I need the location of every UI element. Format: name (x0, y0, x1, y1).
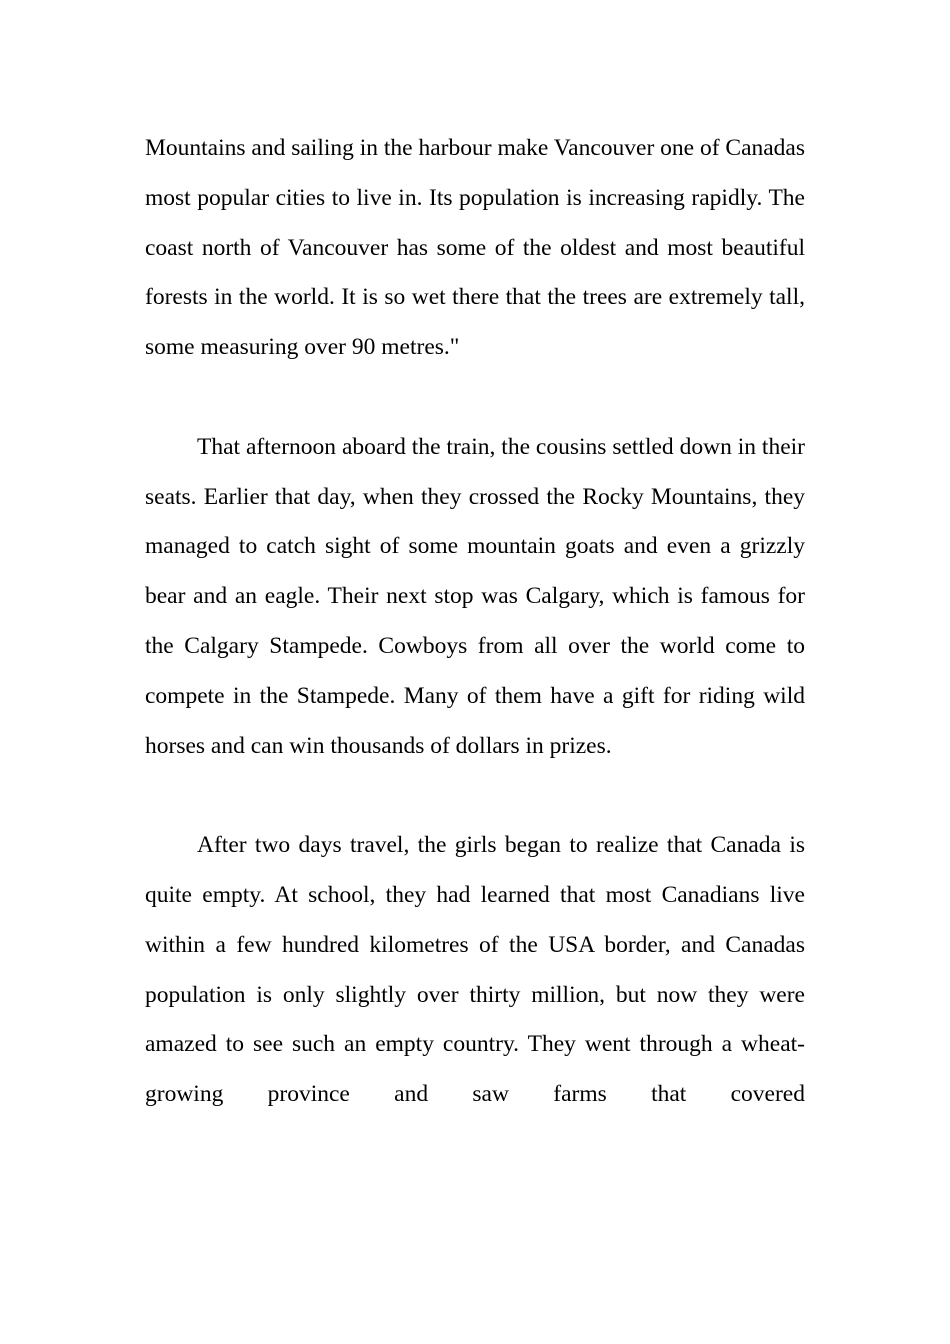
paragraph-3: After two days travel, the girls began to realize that Canada is quite empty. At school, they had learned that most Canadians live within a few hundred kilometres of the USA border, and Canadas population is only slightly over thirty million, but now they were amazed to see such an empty country. They went through a wheat-growing province and saw farms that covered (145, 832, 805, 1108)
paragraph-2: That afternoon aboard the train, the cousins settled down in their seats. Earlier that day, when they crossed the Rocky Mountains, they managed to catch sight of some mountain goats and even a grizzly bear and an eagle. Their next stop was Calgary, which is famous for the Calgary Stampede. Cowboys from all over the world come to compete in the Stampede. Many of them have a gift for riding wild horses and can win thousands of dollars in prizes. (145, 433, 805, 759)
body-text (145, 124, 805, 1120)
paragraph-1: Mountains and sailing in the harbour make Vancouver one of Canadas most popular cities to live in. Its population is increasing rapidly. The coast north of Vancouver has some of the oldest and most beautiful forests in the world. It is so wet there that the trees are extremely tall, some measuring over 90 metres." (145, 135, 806, 361)
